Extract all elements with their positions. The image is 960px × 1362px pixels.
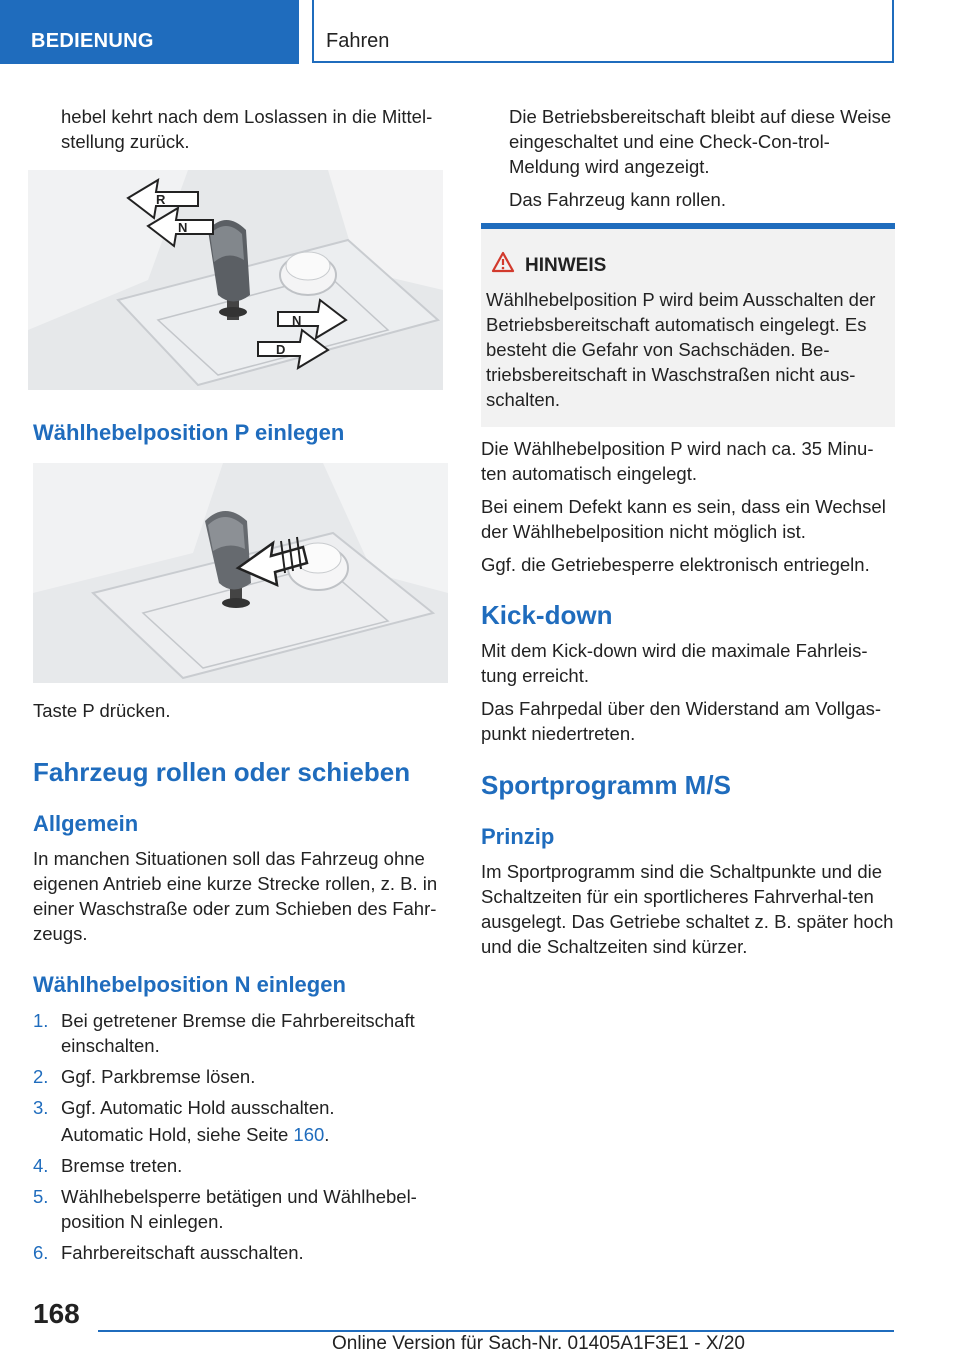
selector-lever-figure-1	[28, 170, 443, 390]
heading-position-p: Wählhebelposition P einlegen	[33, 420, 345, 445]
step-number: 6.	[33, 1242, 49, 1263]
online-version-text: Online Version für Sach-Nr. 01405A1F3E1 - X/20	[332, 1333, 745, 1354]
label-n-bottom: N	[292, 313, 302, 328]
kick-down-text-2: Das Fahrpedal über den Widerstand am Vollgas-punkt niedertreten.	[481, 698, 882, 744]
list-item	[33, 1064, 453, 1089]
list-item	[33, 1008, 453, 1058]
paragraph-1: Die Wählhebelposition P wird nach ca. 35 Minu-ten automatisch eingelegt.	[481, 438, 874, 484]
section-tab	[0, 0, 299, 64]
kick-down-text-1: Mit dem Kick-down wird die maximale Fahrleis-tung erreicht.	[481, 640, 868, 686]
park-button-illustration	[33, 463, 448, 683]
step-number: 4.	[33, 1155, 49, 1176]
warning-triangle-icon	[491, 251, 515, 273]
selector-lever-figure-2	[33, 463, 448, 683]
intro-text: hebel kehrt nach dem Loslassen in die Mittel-stellung zurück.	[61, 106, 433, 152]
step-sub-text: Automatic Hold, siehe Seite	[61, 1124, 294, 1145]
paragraph-2: Bei einem Defekt kann es sein, dass ein Wechsel der Wählhebelposition nicht möglich ist.	[481, 496, 886, 542]
step-text: Ggf. Automatic Hold ausschalten.	[61, 1097, 335, 1118]
list-item	[33, 1240, 453, 1265]
gear-lever-illustration	[28, 170, 443, 390]
heading-sportprogramm: Sportprogramm M/S	[481, 770, 731, 800]
note-box	[481, 223, 895, 427]
step-number: 1.	[33, 1010, 49, 1031]
heading-allgemein: Allgemein	[33, 811, 139, 836]
list-item	[33, 1184, 453, 1234]
chapter-title: Fahren	[326, 30, 390, 52]
paragraph-3: Ggf. die Getriebesperre elektronisch entriegeln.	[481, 554, 870, 575]
list-item	[33, 1153, 453, 1178]
heading-prinzip: Prinzip	[481, 824, 555, 849]
step-number: 5.	[33, 1186, 49, 1207]
label-d: D	[276, 342, 286, 357]
heading-kick-down: Kick-down	[481, 600, 613, 630]
footer-divider	[98, 1330, 894, 1332]
page-reference-link[interactable]: 160	[293, 1124, 325, 1145]
chapter-tab	[312, 0, 894, 63]
step-sub-suffix: .	[324, 1124, 330, 1145]
section-title: BEDIENUNG	[31, 30, 154, 52]
continuation-text-1: Die Betriebsbereitschaft bleibt auf diese Weise eingeschaltet und eine Check-Con-trol-Meldung wird angezeigt.	[509, 106, 892, 177]
label-n-top: N	[178, 220, 188, 235]
note-title: HINWEIS	[525, 255, 607, 276]
note-body: Wählhebelposition P wird beim Ausschalten der Betriebsbereitschaft automatisch eingelegt. Es besteht die Gefahr von Sachschäden. Be-triebsbereitschaft in Waschstraßen nicht aus-schalten.	[486, 289, 876, 410]
step-sub-item	[33, 1122, 453, 1147]
steps-list	[33, 1008, 453, 1271]
label-r: R	[156, 192, 166, 207]
prinzip-text: Im Sportprogramm sind die Schaltpunkte und die Schaltzeiten für ein sportlicheres Fahrverhal-ten ausgelegt. Das Getriebe schaltet z. B. später hoch und die Schaltzeiten sind kürzer.	[481, 861, 894, 957]
step-text: Fahrbereitschaft ausschalten.	[61, 1242, 304, 1263]
heading-rollen-schieben: Fahrzeug rollen oder schieben	[33, 757, 411, 787]
step-text: Ggf. Parkbremse lösen.	[61, 1066, 256, 1087]
step-number: 2.	[33, 1066, 49, 1087]
taste-p-text: Taste P drücken.	[33, 700, 171, 721]
step-text: Wählhebelsperre betätigen und Wählhebel-position N einlegen.	[61, 1186, 417, 1232]
allgemein-text: In manchen Situationen soll das Fahrzeug ohne eigenen Antrieb eine kurze Strecke rollen, z. B. in einer Waschstraße oder zum Schieben des Fahr-zeugs.	[33, 848, 438, 944]
heading-position-n: Wählhebelposition N einlegen	[33, 972, 346, 997]
step-number: 3.	[33, 1097, 49, 1118]
step-text: Bei getretener Bremse die Fahrbereitschaft einschalten.	[61, 1010, 415, 1056]
step-text: Bremse treten.	[61, 1155, 183, 1176]
continuation-text-2: Das Fahrzeug kann rollen.	[509, 189, 726, 210]
page-number: 168	[33, 1298, 80, 1329]
list-item	[33, 1095, 453, 1120]
